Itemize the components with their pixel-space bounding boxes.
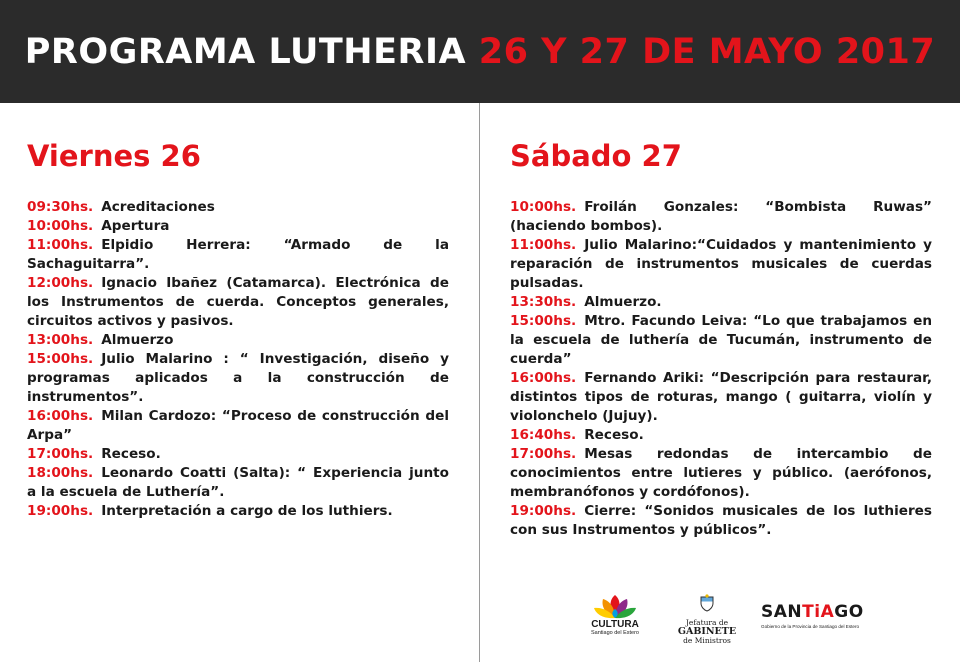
schedule-entry [27, 464, 449, 502]
schedule-entry [27, 502, 449, 521]
entry-text: Ignacio Ibañez (Catamarca). Electrónica de los Instrumentos de cuerda. Conceptos generales, circuitos activos y pasivos. [27, 275, 449, 329]
entry-time: 10:00hs. [27, 218, 94, 234]
gabinete-line1: Jefatura de [685, 618, 729, 627]
entry-time: 17:00hs. [27, 446, 94, 462]
schedule-entry [27, 445, 449, 464]
entry-time: 11:00hs. [510, 237, 577, 253]
schedule-entry [27, 350, 449, 407]
cultura-logo [585, 594, 645, 637]
saturday-schedule [510, 198, 932, 540]
title-dates: 26 Y 27 DE MAYO 2017 [478, 31, 936, 72]
entry-text: Acreditaciones [101, 199, 215, 215]
entry-time: 18:00hs. [27, 465, 94, 481]
entry-time: 15:00hs. [510, 313, 577, 329]
entry-time: 17:00hs. [510, 446, 577, 462]
entry-text: Milan Cardozo: “Proceso de construcción del Arpa” [27, 408, 449, 443]
santiago-sub: Gobierno de la Provincia de Santiago del Estero [761, 624, 860, 629]
title-main: PROGRAMA LUTHERIA [24, 31, 467, 72]
friday-column [27, 140, 449, 521]
schedule-entry [510, 198, 932, 236]
entry-text: Fernando Ariki: “Descripción para restaurar, distintos tipos de roturas, mango ( guitarra, violín y violonchelo (Jujuy). [510, 370, 932, 424]
schedule-entry [510, 369, 932, 426]
sponsor-logos [585, 594, 875, 646]
cultura-name: CULTURA [591, 619, 639, 630]
entry-time: 13:30hs. [510, 294, 577, 310]
friday-schedule [27, 198, 449, 521]
entry-text: Cierre: “Sonidos musicales de los luthieres con sus Instrumentos y públicos”. [510, 503, 932, 538]
entry-text: Receso. [584, 427, 644, 443]
column-divider [479, 103, 480, 662]
entry-time: 11:00hs. [27, 237, 94, 253]
entry-time: 16:00hs. [27, 408, 94, 424]
saturday-title: Sábado 27 [510, 139, 682, 173]
entry-time: 12:00hs. [27, 275, 94, 291]
saturday-column [510, 140, 932, 540]
entry-text: Froilán Gonzales: “Bombista Ruwas” (haciendo bombos). [510, 199, 932, 234]
flower-logo-icon [593, 594, 637, 620]
schedule-entry [510, 236, 932, 293]
santiago-word-a: SAN [761, 602, 803, 622]
schedule-entry [27, 407, 449, 445]
entry-time: 13:00hs. [27, 332, 94, 348]
entry-text: Julio Malarino:“Cuidados y mantenimiento y reparación de instrumentos musicales de cuerdas pulsadas. [510, 237, 932, 291]
entry-time: 10:00hs. [510, 199, 577, 215]
entry-time: 15:00hs. [27, 351, 94, 367]
page-header [0, 0, 960, 103]
schedule-entry [510, 426, 932, 445]
schedule-entry [510, 445, 932, 502]
cultura-sub: Santiago del Estero [590, 630, 639, 636]
entry-text: Leonardo Coatti (Salta): “ Experiencia junto a la escuela de Luthería”. [27, 465, 449, 500]
entry-time: 16:00hs. [510, 370, 577, 386]
entry-text: Julio Malarino : “ Investigación, diseño y programas aplicados a la construcción de instrumentos”. [27, 351, 449, 405]
schedule-entry [27, 274, 449, 331]
entry-text: Interpretación a cargo de los luthiers. [101, 503, 393, 519]
gabinete-line3: de Ministros [683, 636, 731, 645]
page-title [25, 32, 936, 72]
schedule-entry [27, 331, 449, 350]
santiago-word-b: TiA [802, 602, 835, 622]
entry-time: 16:40hs. [510, 427, 577, 443]
schedule-entry [27, 217, 449, 236]
entry-text: Apertura [101, 218, 170, 234]
santiago-word-c: GO [834, 602, 864, 622]
entry-text: Mtro. Facundo Leiva: “Lo que trabajamos en la escuela de luthería de Tucumán, instrumento de cuerda” [510, 313, 932, 367]
schedule-entry [510, 312, 932, 369]
entry-text: Almuerzo. [584, 294, 662, 310]
entry-text: Elpidio Herrera: “Armado de la Sachaguitarra”. [27, 237, 449, 272]
entry-time: 19:00hs. [510, 503, 577, 519]
entry-time: 09:30hs. [27, 199, 94, 215]
gabinete-logo [677, 594, 737, 645]
gabinete-line2: GABINETE [677, 626, 737, 637]
entry-time: 19:00hs. [27, 503, 94, 519]
schedule-entry [510, 502, 932, 540]
entry-text: Almuerzo [101, 332, 174, 348]
crest-icon [699, 594, 715, 612]
schedule-entry [510, 293, 932, 312]
entry-text: Receso. [101, 446, 161, 462]
schedule-entry [27, 236, 449, 274]
santiago-wordmark [761, 602, 873, 622]
schedule-entry [27, 198, 449, 217]
friday-title: Viernes 26 [27, 139, 201, 173]
santiago-logo [761, 602, 873, 630]
entry-text: Mesas redondas de intercambio de conocimientos entre lutieres y público. (aerófonos, membranófonos y cordófonos). [510, 446, 932, 500]
